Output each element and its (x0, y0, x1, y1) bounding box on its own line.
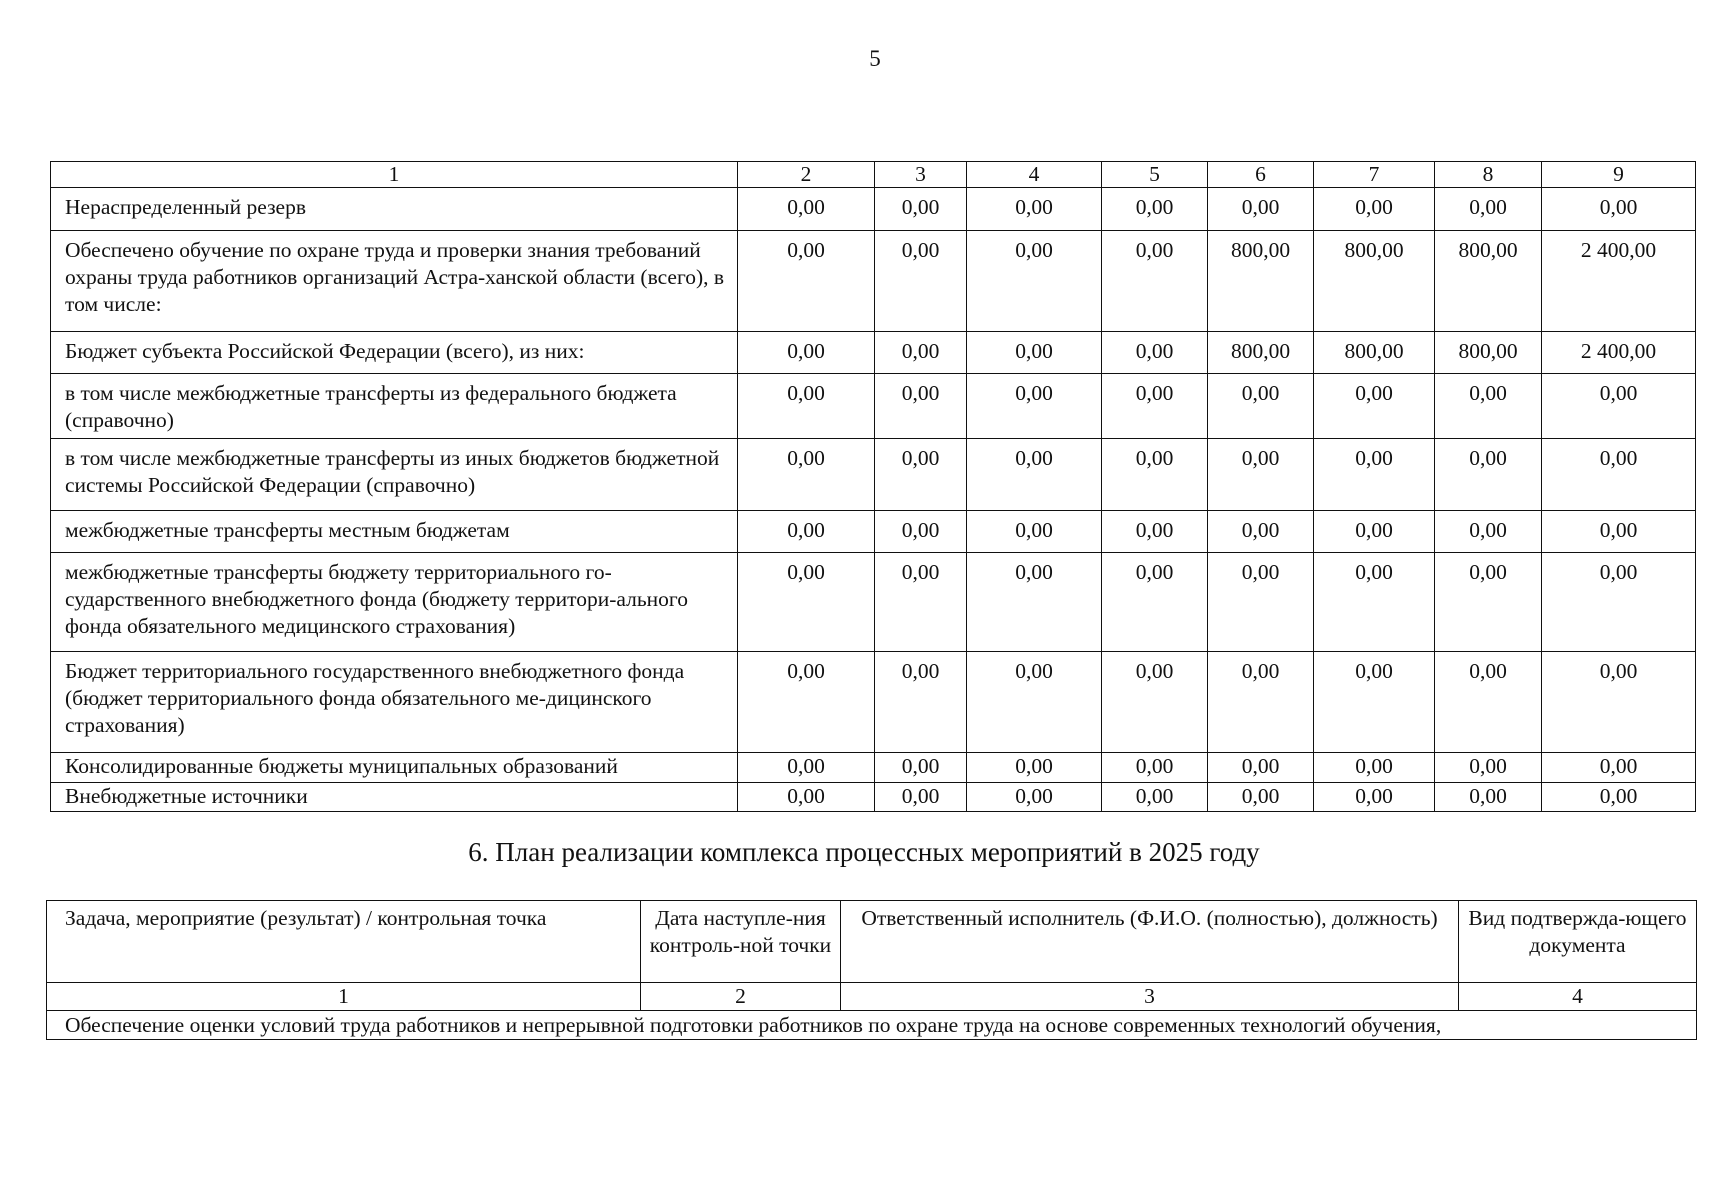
cell-value: 0,00 (1542, 188, 1696, 231)
column-number: 4 (967, 162, 1102, 188)
cell-value: 800,00 (1208, 231, 1314, 332)
column-number: 2 (641, 983, 841, 1011)
column-number-row (51, 162, 1696, 188)
cell-value: 0,00 (1542, 511, 1696, 553)
cell-value: 0,00 (738, 188, 875, 231)
cell-value: 0,00 (1314, 439, 1435, 511)
column-number: 7 (1314, 162, 1435, 188)
cell-value: 800,00 (1314, 332, 1435, 374)
cell-value: 0,00 (875, 332, 967, 374)
column-number: 5 (1102, 162, 1208, 188)
cell-value: 0,00 (1102, 188, 1208, 231)
row-label: межбюджетные трансферты местным бюджетам (51, 511, 738, 553)
cell-value: 0,00 (967, 553, 1102, 652)
cell-value: 0,00 (875, 439, 967, 511)
cell-value: 0,00 (967, 439, 1102, 511)
cell-value: 0,00 (1435, 439, 1542, 511)
cell-value: 0,00 (875, 231, 967, 332)
cell-value: 0,00 (1314, 753, 1435, 783)
cell-value: 0,00 (875, 188, 967, 231)
cell-value: 0,00 (738, 439, 875, 511)
cell-value: 0,00 (1542, 783, 1696, 812)
table-row (51, 783, 1696, 812)
column-number: 1 (47, 983, 641, 1011)
cell-value: 0,00 (738, 231, 875, 332)
table-row (51, 188, 1696, 231)
cell-value: 0,00 (738, 511, 875, 553)
task-row (47, 1011, 1697, 1040)
section-title: 6. План реализации комплекса процессных мероприятий в 2025 году (468, 837, 1260, 867)
table-row (51, 439, 1696, 511)
cell-value: 0,00 (967, 188, 1102, 231)
cell-value: 0,00 (875, 511, 967, 553)
cell-value: 800,00 (1435, 332, 1542, 374)
table-row (51, 511, 1696, 553)
cell-value: 0,00 (967, 231, 1102, 332)
cell-value: 0,00 (1435, 753, 1542, 783)
cell-value: 0,00 (1314, 374, 1435, 439)
cell-value: 0,00 (1435, 783, 1542, 812)
column-number: 6 (1208, 162, 1314, 188)
cell-value: 0,00 (1208, 439, 1314, 511)
cell-value: 2 400,00 (1542, 231, 1696, 332)
cell-value: 800,00 (1314, 231, 1435, 332)
cell-value: 0,00 (875, 652, 967, 753)
cell-value: 0,00 (1314, 511, 1435, 553)
header-task: Задача, мероприятие (результат) / контрольная точка (47, 901, 641, 983)
cell-value: 0,00 (1208, 553, 1314, 652)
row-label: в том числе межбюджетные трансферты из иных бюджетов бюджетной системы Российской Федерации (справочно) (51, 439, 738, 511)
table-row (51, 332, 1696, 374)
cell-value: 0,00 (967, 374, 1102, 439)
header-document: Вид подтвержда-ющего документа (1459, 901, 1697, 983)
cell-value: 0,00 (1102, 511, 1208, 553)
row-label: Внебюджетные источники (51, 783, 738, 812)
cell-value: 0,00 (1542, 652, 1696, 753)
cell-value: 0,00 (967, 332, 1102, 374)
cell-value: 0,00 (967, 652, 1102, 753)
cell-value: 0,00 (738, 553, 875, 652)
row-label: Консолидированные бюджеты муниципальных образований (51, 753, 738, 783)
row-label: межбюджетные трансферты бюджету территориального го-сударственного внебюджетного фонда (бюджету территори-ального фонда обязательного медицинского страхования) (51, 553, 738, 652)
plan-column-number-row (47, 983, 1697, 1011)
cell-value: 0,00 (738, 753, 875, 783)
column-number: 9 (1542, 162, 1696, 188)
cell-value: 0,00 (1314, 783, 1435, 812)
plan-table (46, 900, 1697, 1040)
cell-value: 0,00 (1314, 188, 1435, 231)
column-number: 3 (841, 983, 1459, 1011)
cell-value: 0,00 (967, 753, 1102, 783)
table-row (51, 231, 1696, 332)
cell-value: 800,00 (1208, 332, 1314, 374)
cell-value: 0,00 (875, 374, 967, 439)
cell-value: 0,00 (1314, 553, 1435, 652)
cell-value: 0,00 (738, 652, 875, 753)
cell-value: 0,00 (1435, 652, 1542, 753)
cell-value: 0,00 (1542, 553, 1696, 652)
cell-value: 2 400,00 (1542, 332, 1696, 374)
header-date: Дата наступле-ния контроль-ной точки (641, 901, 841, 983)
cell-value: 0,00 (875, 753, 967, 783)
cell-value: 0,00 (875, 553, 967, 652)
cell-value: 0,00 (1435, 553, 1542, 652)
cell-value: 0,00 (1542, 439, 1696, 511)
cell-value: 0,00 (1435, 511, 1542, 553)
cell-value: 0,00 (1102, 753, 1208, 783)
cell-value: 0,00 (738, 374, 875, 439)
budget-table (50, 161, 1696, 812)
cell-value: 0,00 (738, 783, 875, 812)
cell-value: 0,00 (1435, 374, 1542, 439)
cell-value: 0,00 (1102, 783, 1208, 812)
cell-value: 0,00 (1102, 231, 1208, 332)
row-label: Нераспределенный резерв (51, 188, 738, 231)
cell-value: 0,00 (1102, 553, 1208, 652)
cell-value: 0,00 (1102, 652, 1208, 753)
row-label: Обеспечено обучение по охране труда и проверки знания требований охраны труда работников организаций Астра-ханской области (всего), в том числе: (51, 231, 738, 332)
column-number: 3 (875, 162, 967, 188)
cell-value: 0,00 (1208, 783, 1314, 812)
page-number: 5 (869, 46, 881, 71)
row-label: Бюджет субъекта Российской Федерации (всего), из них: (51, 332, 738, 374)
cell-value: 0,00 (1208, 652, 1314, 753)
cell-value: 0,00 (1208, 753, 1314, 783)
cell-value: 0,00 (738, 332, 875, 374)
table-row (51, 374, 1696, 439)
cell-value: 0,00 (1314, 652, 1435, 753)
row-label: в том числе межбюджетные трансферты из федерального бюджета (справочно) (51, 374, 738, 439)
cell-value: 0,00 (1542, 374, 1696, 439)
task-description: Обеспечение оценки условий труда работников и непрерывной подготовки работников по охране труда на основе современных технологий обучения, (47, 1011, 1697, 1040)
cell-value: 0,00 (1102, 374, 1208, 439)
cell-value: 0,00 (1102, 439, 1208, 511)
table-row (51, 753, 1696, 783)
cell-value: 0,00 (1102, 332, 1208, 374)
column-number: 2 (738, 162, 875, 188)
column-number: 8 (1435, 162, 1542, 188)
cell-value: 0,00 (1208, 374, 1314, 439)
row-label: Бюджет территориального государственного внебюджетного фонда (бюджет территориального фонда обязательного ме-дицинского страхования) (51, 652, 738, 753)
cell-value: 0,00 (1435, 188, 1542, 231)
cell-value: 800,00 (1435, 231, 1542, 332)
table-row (51, 652, 1696, 753)
table-row (51, 553, 1696, 652)
cell-value: 0,00 (1542, 753, 1696, 783)
column-number: 1 (51, 162, 738, 188)
cell-value: 0,00 (967, 511, 1102, 553)
column-number: 4 (1459, 983, 1697, 1011)
cell-value: 0,00 (875, 783, 967, 812)
cell-value: 0,00 (967, 783, 1102, 812)
cell-value: 0,00 (1208, 188, 1314, 231)
plan-header-row (47, 901, 1697, 983)
header-responsible: Ответственный исполнитель (Ф.И.О. (полностью), должность) (841, 901, 1459, 983)
cell-value: 0,00 (1208, 511, 1314, 553)
